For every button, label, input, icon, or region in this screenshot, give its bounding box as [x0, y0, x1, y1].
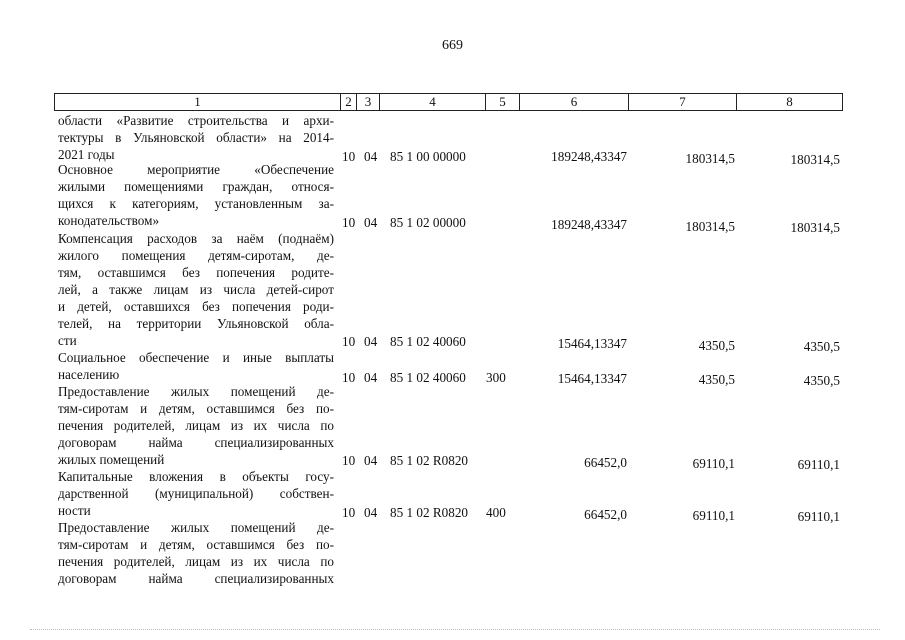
- cell-target-code: 85 1 02 00000: [390, 215, 466, 230]
- row-description-line: Социальное обеспечение и иные выплаты: [58, 350, 334, 365]
- cell-amount-7: 180314,5: [685, 151, 735, 166]
- row-description-line: дарственной (муниципальной) собствен-: [58, 486, 334, 501]
- cell-amount-8: 69110,1: [797, 457, 840, 472]
- row-description-line: Компенсация расходов за наём (поднаём): [58, 231, 334, 246]
- cell-section: 10: [342, 505, 356, 520]
- row-description-line: тям-сиротам и детям, оставшимся без по-: [58, 401, 334, 416]
- cell-amount-6: 66452,0: [584, 507, 627, 522]
- cell-amount-7: 69110,1: [692, 508, 735, 523]
- cell-subsection: 04: [364, 453, 378, 468]
- row-description-line: печения родителей, лицам из их числа по: [58, 418, 334, 433]
- row-description-line: тям-сиротам и детям, оставшимся без по-: [58, 537, 334, 552]
- page-number: 669: [442, 38, 463, 53]
- cell-section: 10: [342, 334, 356, 349]
- cell-amount-7: 4350,5: [698, 338, 735, 353]
- cell-amount-6: 15464,13347: [557, 371, 627, 386]
- cell-amount-6: 189248,43347: [551, 217, 627, 232]
- header-col-3: 3: [357, 94, 380, 110]
- row-description-line: Предоставление жилых помещений де-: [58, 520, 334, 535]
- cell-amount-6: 189248,43347: [551, 149, 627, 164]
- header-col-2: 2: [341, 94, 357, 110]
- cell-target-code: 85 1 02 40060: [390, 334, 466, 349]
- cell-amount-8: 69110,1: [797, 509, 840, 524]
- cell-amount-8: 180314,5: [790, 152, 840, 167]
- cell-subsection: 04: [364, 215, 378, 230]
- cell-target-code: 85 1 02 R0820: [390, 505, 469, 520]
- row-description-line: лей, а также лицам из числа детей-сирот: [58, 282, 334, 297]
- header-col-6: 6: [520, 94, 629, 110]
- header-col-5: 5: [486, 94, 520, 110]
- row-description-line: договорам найма специализированных: [58, 435, 334, 450]
- cell-section: 10: [342, 149, 356, 164]
- header-col-7: 7: [629, 94, 737, 110]
- row-description-line: договорам найма специализированных: [58, 571, 334, 586]
- row-description-line: Предоставление жилых помещений де-: [58, 384, 334, 399]
- header-col-1: 1: [55, 94, 341, 110]
- cell-expense-type: 300: [486, 370, 506, 385]
- row-description-line: телей, на территории Ульяновской обла-: [58, 316, 334, 331]
- table-header: [54, 93, 843, 111]
- continued-text-line: тектуры в Ульяновской области» на 2014-: [58, 130, 334, 145]
- cell-section: 10: [342, 215, 356, 230]
- cell-amount-7: 4350,5: [698, 372, 735, 387]
- cell-subsection: 04: [364, 505, 378, 520]
- row-description-line: Основное мероприятие «Обеспечение: [58, 162, 334, 177]
- cell-target-code: 85 1 02 R0820: [390, 453, 469, 468]
- row-description-line: сти: [58, 333, 77, 348]
- cell-section: 10: [342, 370, 356, 385]
- row-description-line: конодательством»: [58, 213, 160, 228]
- cell-target-code: 85 1 02 40060: [390, 370, 466, 385]
- row-description-line: жилыми помещениями граждан, относя-: [58, 179, 334, 194]
- cell-amount-8: 4350,5: [803, 339, 840, 354]
- cell-amount-8: 180314,5: [790, 220, 840, 235]
- row-description-line: жилого помещения детям-сиротам, де-: [58, 248, 334, 263]
- cell-amount-6: 66452,0: [584, 455, 627, 470]
- continued-text-line: 2021 годы: [58, 147, 115, 162]
- continued-text-line: области «Развитие строительства и архи-: [58, 113, 334, 128]
- cell-amount-7: 69110,1: [692, 456, 735, 471]
- row-description-line: тям, оставшимся без попечения родите-: [58, 265, 334, 280]
- header-col-8: 8: [786, 94, 793, 109]
- header-col-4: 4: [380, 94, 486, 110]
- cell-subsection: 04: [364, 334, 378, 349]
- row-description-line: населению: [58, 367, 120, 382]
- row-description-line: печения родителей, лицам из их числа по: [58, 554, 334, 569]
- scan-artifact-line: [30, 629, 880, 631]
- cell-amount-6: 15464,13347: [557, 336, 627, 351]
- cell-target-code: 85 1 00 00000: [390, 149, 466, 164]
- cell-subsection: 04: [364, 149, 378, 164]
- cell-subsection: 04: [364, 370, 378, 385]
- cell-section: 10: [342, 453, 356, 468]
- cell-amount-8: 4350,5: [803, 373, 840, 388]
- cell-expense-type: 400: [486, 505, 506, 520]
- row-description-line: и детей, оставшихся без попечения роди-: [58, 299, 334, 314]
- row-description-line: ности: [58, 503, 91, 518]
- row-description-line: жилых помещений: [58, 452, 165, 467]
- cell-amount-7: 180314,5: [685, 219, 735, 234]
- row-description-line: щихся к категориям, установленным за-: [58, 196, 334, 211]
- row-description-line: Капитальные вложения в объекты госу-: [58, 469, 334, 484]
